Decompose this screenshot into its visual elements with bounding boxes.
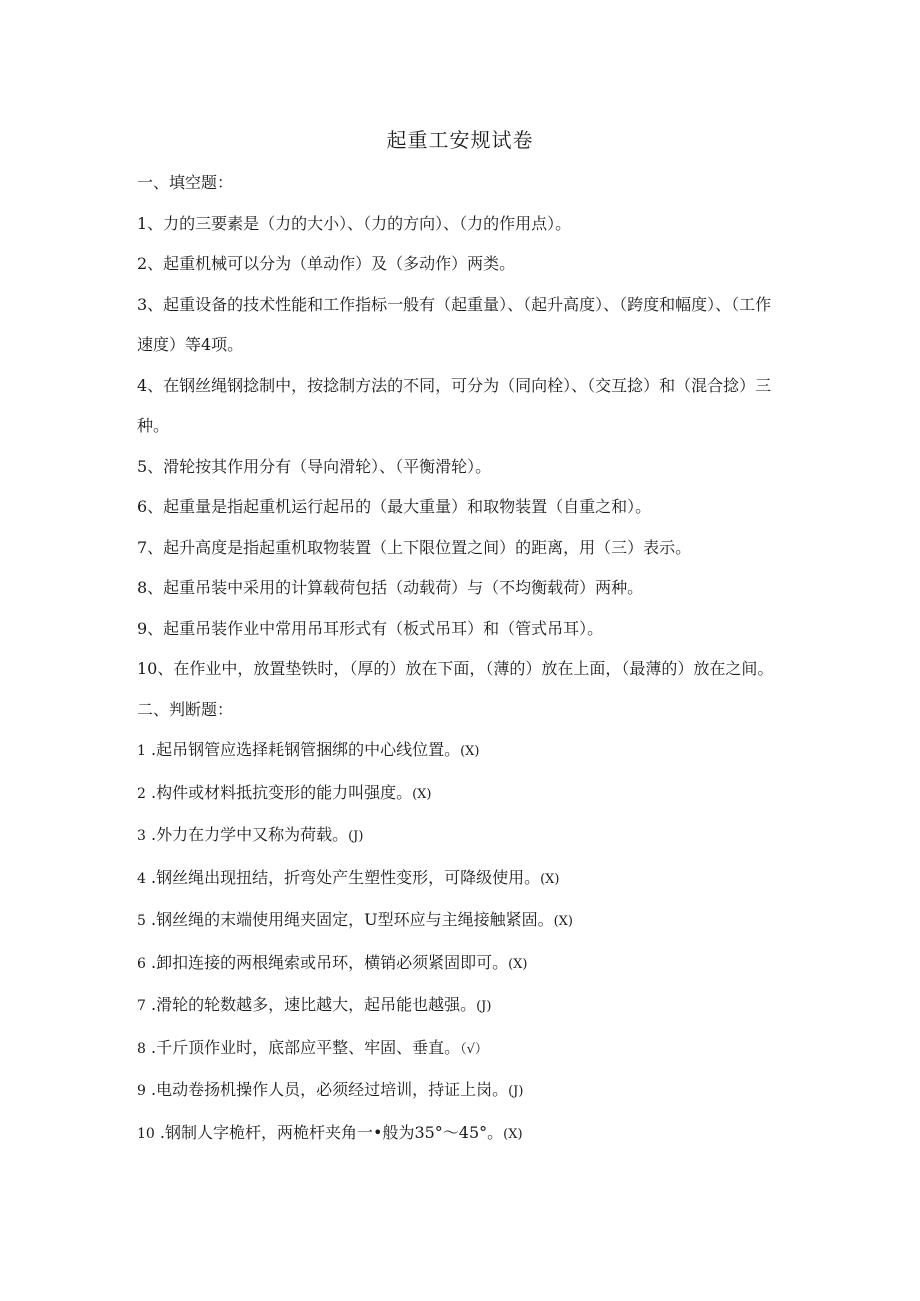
true-false-item bbox=[137, 815, 779, 858]
true-false-item bbox=[137, 1070, 779, 1113]
item-number: 1 bbox=[137, 743, 146, 759]
item-text: .卸扣连接的两根绳索或吊环，横销必须紧固即可。 bbox=[151, 952, 509, 972]
item-answer: （√） bbox=[460, 1041, 488, 1057]
fill-blank-item: 7、起升高度是指起重机取物装置（上下限位置之间）的距离，用（三）表示。 bbox=[137, 537, 692, 557]
item-text: .千斤顶作业时，底部应平整、牢固、垂直。 bbox=[151, 1037, 461, 1057]
item-answer: (X) bbox=[460, 744, 480, 759]
item-answer: (J) bbox=[508, 1084, 524, 1099]
fill-blank-heading: 一、填空题： bbox=[137, 173, 234, 192]
item-text: .滑轮的轮数越多，速比越大，起吊能也越强。 bbox=[151, 995, 477, 1014]
item-text: .钢制人字桅杆，两桅杆夹角一•般为35°～45°。 bbox=[159, 1122, 504, 1142]
true-false-item bbox=[137, 730, 779, 773]
true-false-item bbox=[137, 985, 779, 1028]
item-answer: (X) bbox=[553, 914, 573, 929]
item-number: 6 bbox=[137, 955, 146, 972]
fill-blank-item: 9、起重吊装作业中常用吊耳形式有（板式吊耳）和（管式吊耳）。 bbox=[137, 618, 604, 638]
true-false-item bbox=[137, 1028, 779, 1071]
true-false-item bbox=[137, 1113, 779, 1156]
item-text: .外力在力学中又称为荷载。 bbox=[151, 825, 349, 844]
item-text: .起吊钢管应选择耗钢管捆绑的中心线位置。 bbox=[151, 740, 461, 759]
item-number: 2 bbox=[137, 785, 146, 802]
item-number: 7 bbox=[137, 998, 146, 1014]
true-false-item bbox=[137, 858, 779, 901]
fill-blank-item: 6、起重量是指起重机运行起吊的（最大重量）和取物装置（自重之和）。 bbox=[137, 497, 652, 516]
item-answer: (J) bbox=[476, 999, 492, 1014]
item-answer: (X) bbox=[540, 871, 560, 887]
item-number: 5 bbox=[137, 913, 146, 929]
fill-blank-item: 3、起重设备的技术性能和工作指标一般有（起重量）、（起升高度）、（跨度和幅度）、（工作速度）等4项。 bbox=[137, 294, 772, 354]
item-number: 3 bbox=[137, 828, 146, 844]
item-number: 8 bbox=[137, 1040, 146, 1057]
item-answer: (X) bbox=[412, 786, 432, 802]
page-title: 起重工安规试卷 bbox=[386, 128, 534, 152]
exam-content bbox=[137, 163, 779, 1155]
item-answer: (J) bbox=[348, 829, 364, 844]
item-number: 9 bbox=[137, 1083, 146, 1099]
item-text: .钢丝绳的末端使用绳夹固定，U型环应与主绳接触紧固。 bbox=[151, 910, 554, 929]
true-false-item bbox=[137, 773, 779, 816]
fill-blank-item: 5、滑轮按其作用分有（导向滑轮）、（平衡滑轮）。 bbox=[137, 456, 492, 476]
fill-blank-item: 4、在钢丝绳钢捻制中，按捻制方法的不同，可分为（同向栓）、（交互捻）和（混合捻）三种。 bbox=[137, 375, 772, 435]
item-number: 4 bbox=[137, 870, 146, 887]
fill-blank-item: 8、起重吊装中采用的计算载荷包括（动载荷）与（不均衡载荷）两种。 bbox=[137, 578, 644, 597]
item-text: .构件或材料抵抗变形的能力叫强度。 bbox=[151, 782, 413, 802]
fill-blank-item: 2、起重机械可以分为（单动作）及（多动作）两类。 bbox=[137, 254, 516, 273]
fill-blank-item: 1、力的三要素是（力的大小）、（力的方向）、（力的作用点）。 bbox=[137, 213, 572, 233]
fill-blank-item: 10、在作业中，放置垫铁时，（厚的）放在下面，（薄的）放在上面，（最薄的）放在之间。 bbox=[137, 659, 774, 678]
item-answer: (X) bbox=[503, 1126, 523, 1142]
item-answer: (X) bbox=[508, 956, 528, 972]
item-number: 10 bbox=[137, 1125, 155, 1142]
true-false-item bbox=[137, 900, 779, 943]
item-text: .电动卷扬机操作人员，必须经过培训，持证上岗。 bbox=[151, 1080, 509, 1099]
true-false-heading: 二、判断题： bbox=[137, 699, 234, 719]
true-false-item bbox=[137, 943, 779, 986]
item-text: .钢丝绳出现扭结，折弯处产生塑性变形，可降级使用。 bbox=[151, 867, 541, 887]
